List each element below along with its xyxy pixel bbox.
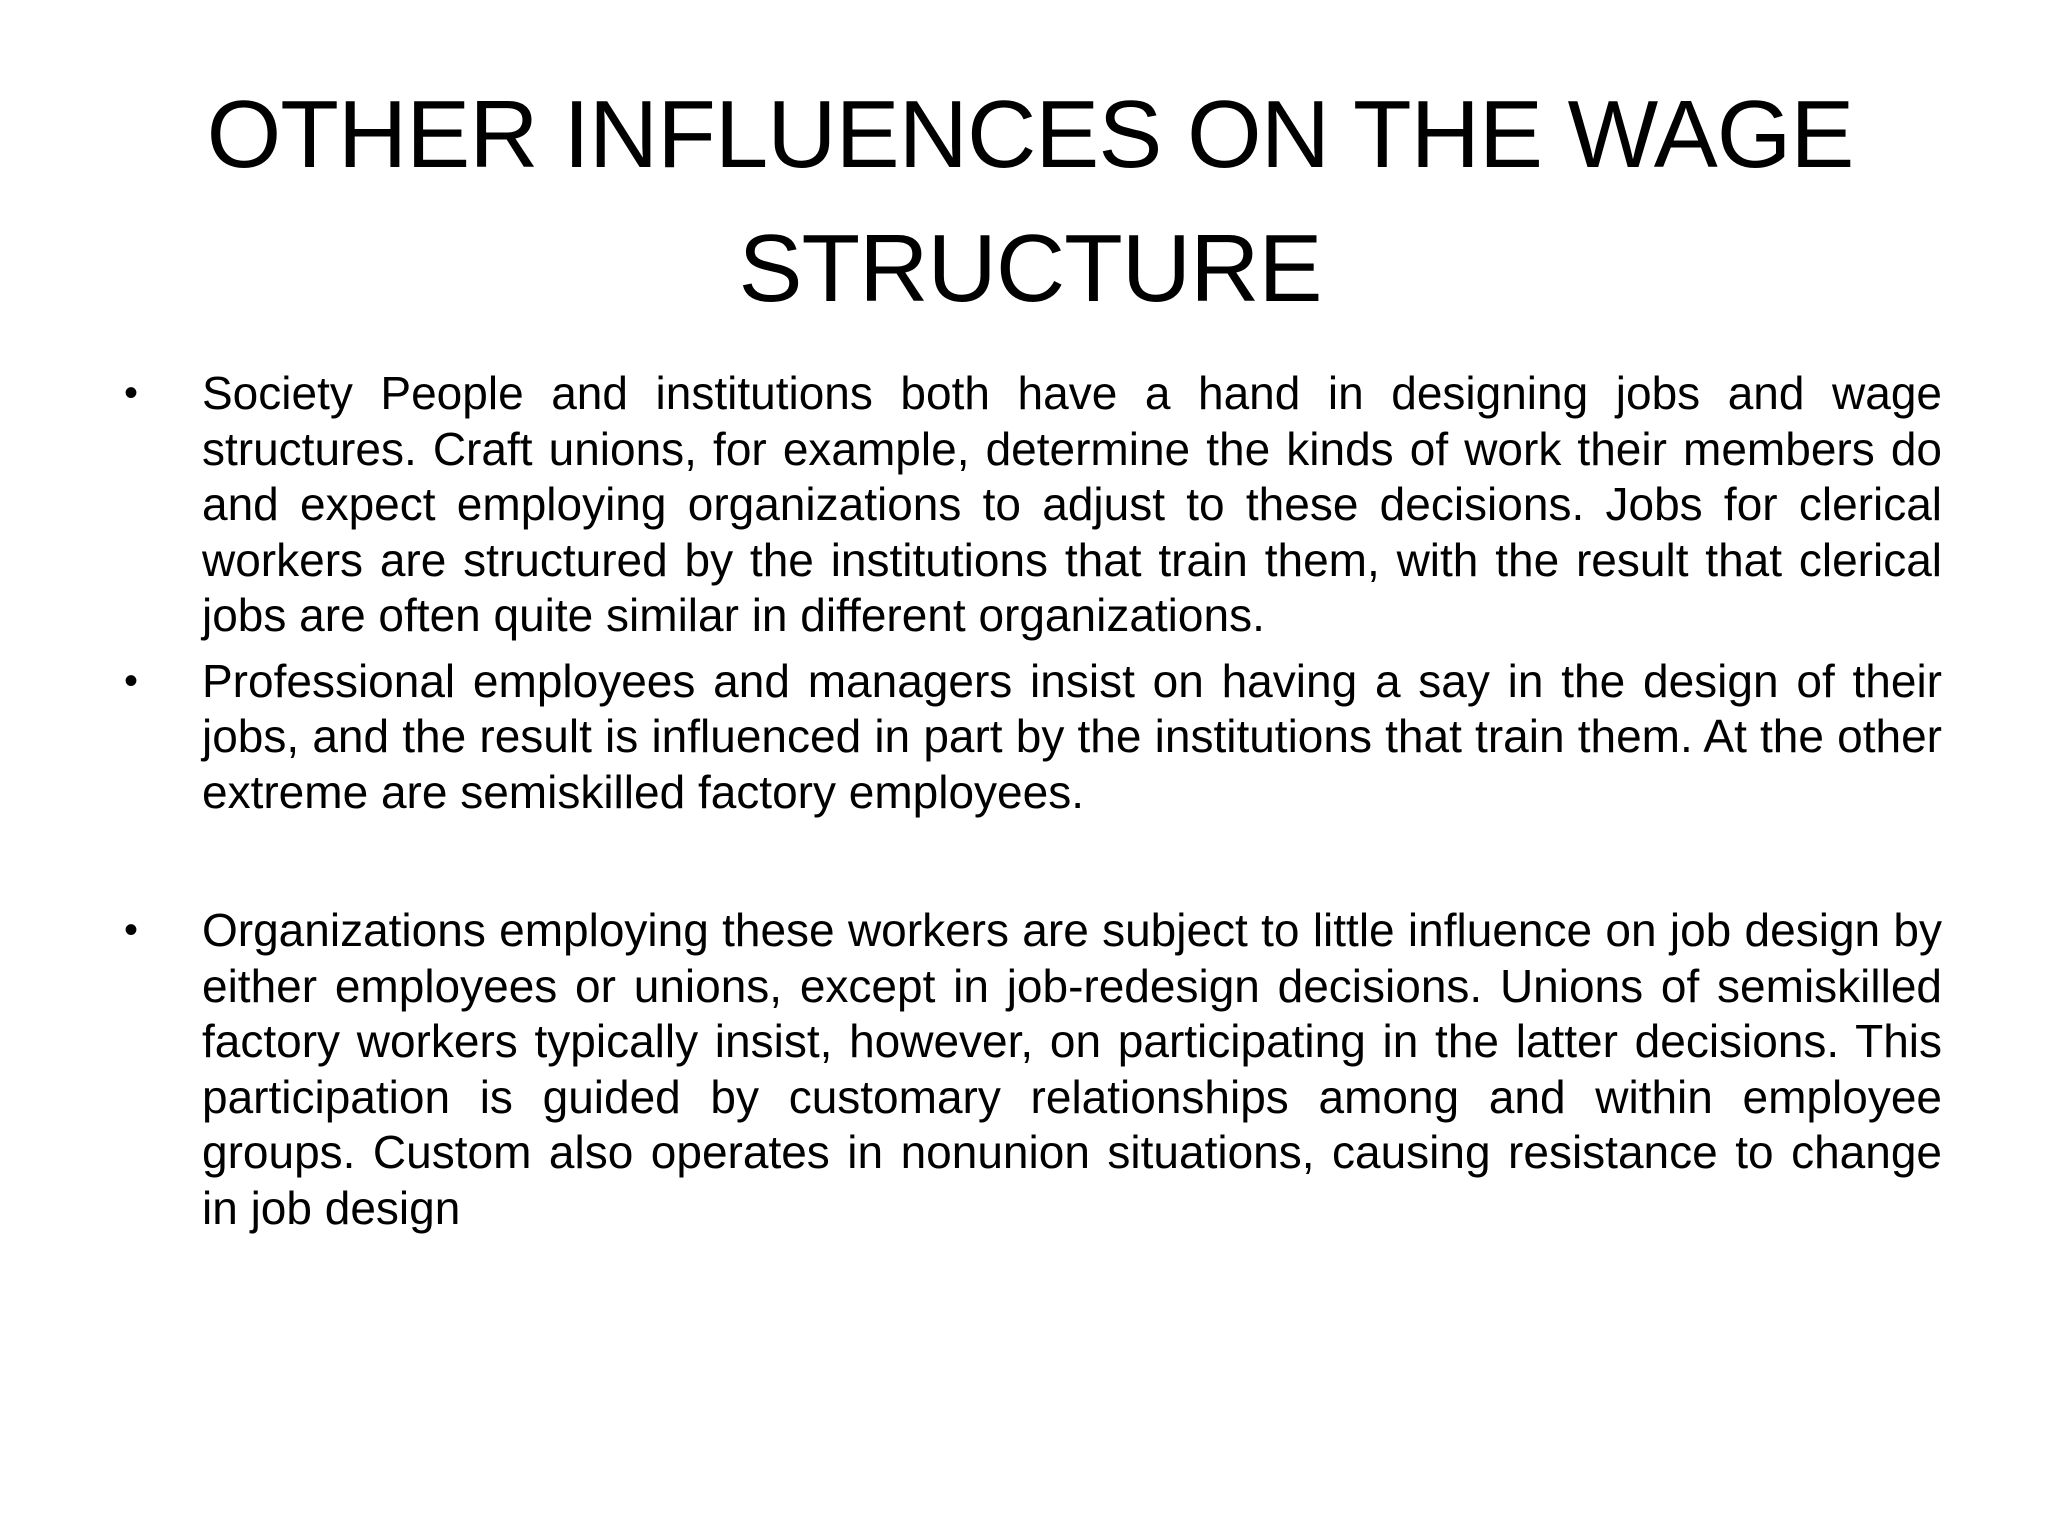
bullet-list <box>120 366 1942 1236</box>
bullet-text: Professional employees and managers insist on having a say in the design of their jobs, and the result is influenced in part by the institutions that train them. At the other extreme are semiskilled factory employees. <box>202 654 1942 818</box>
bullet-item <box>120 654 1942 821</box>
bullet-point-icon: • <box>124 908 139 952</box>
bullet-point-icon: • <box>124 658 139 703</box>
bullet-text: Society People and institutions both have a hand in designing jobs and wage structures. Craft unions, for example, determine the kinds of work their members do and expect employing organizations to adjust to these decisions. Jobs for clerical workers are structured by the institutions that train them, with the result that clerical jobs are often quite similar in different organizations. <box>202 367 1942 641</box>
bullet-item <box>120 903 1942 1236</box>
bullet-item <box>120 366 1942 644</box>
bullet-text: Organizations employing these workers are subject to little influence on job design by either employees or unions, except in job-redesign decisions. Unions of semiskilled factory workers typically insist, however, on participating in the latter decisions. This participation is guided by customary relationships among and within employee groups. Custom also operates in nonunion situations, causing resistance to change in job design <box>202 904 1942 1234</box>
slide-title: OTHER INFLUENCES ON THE WAGE STRUCTURE <box>206 81 1854 322</box>
bullet-point-icon: • <box>124 371 139 415</box>
